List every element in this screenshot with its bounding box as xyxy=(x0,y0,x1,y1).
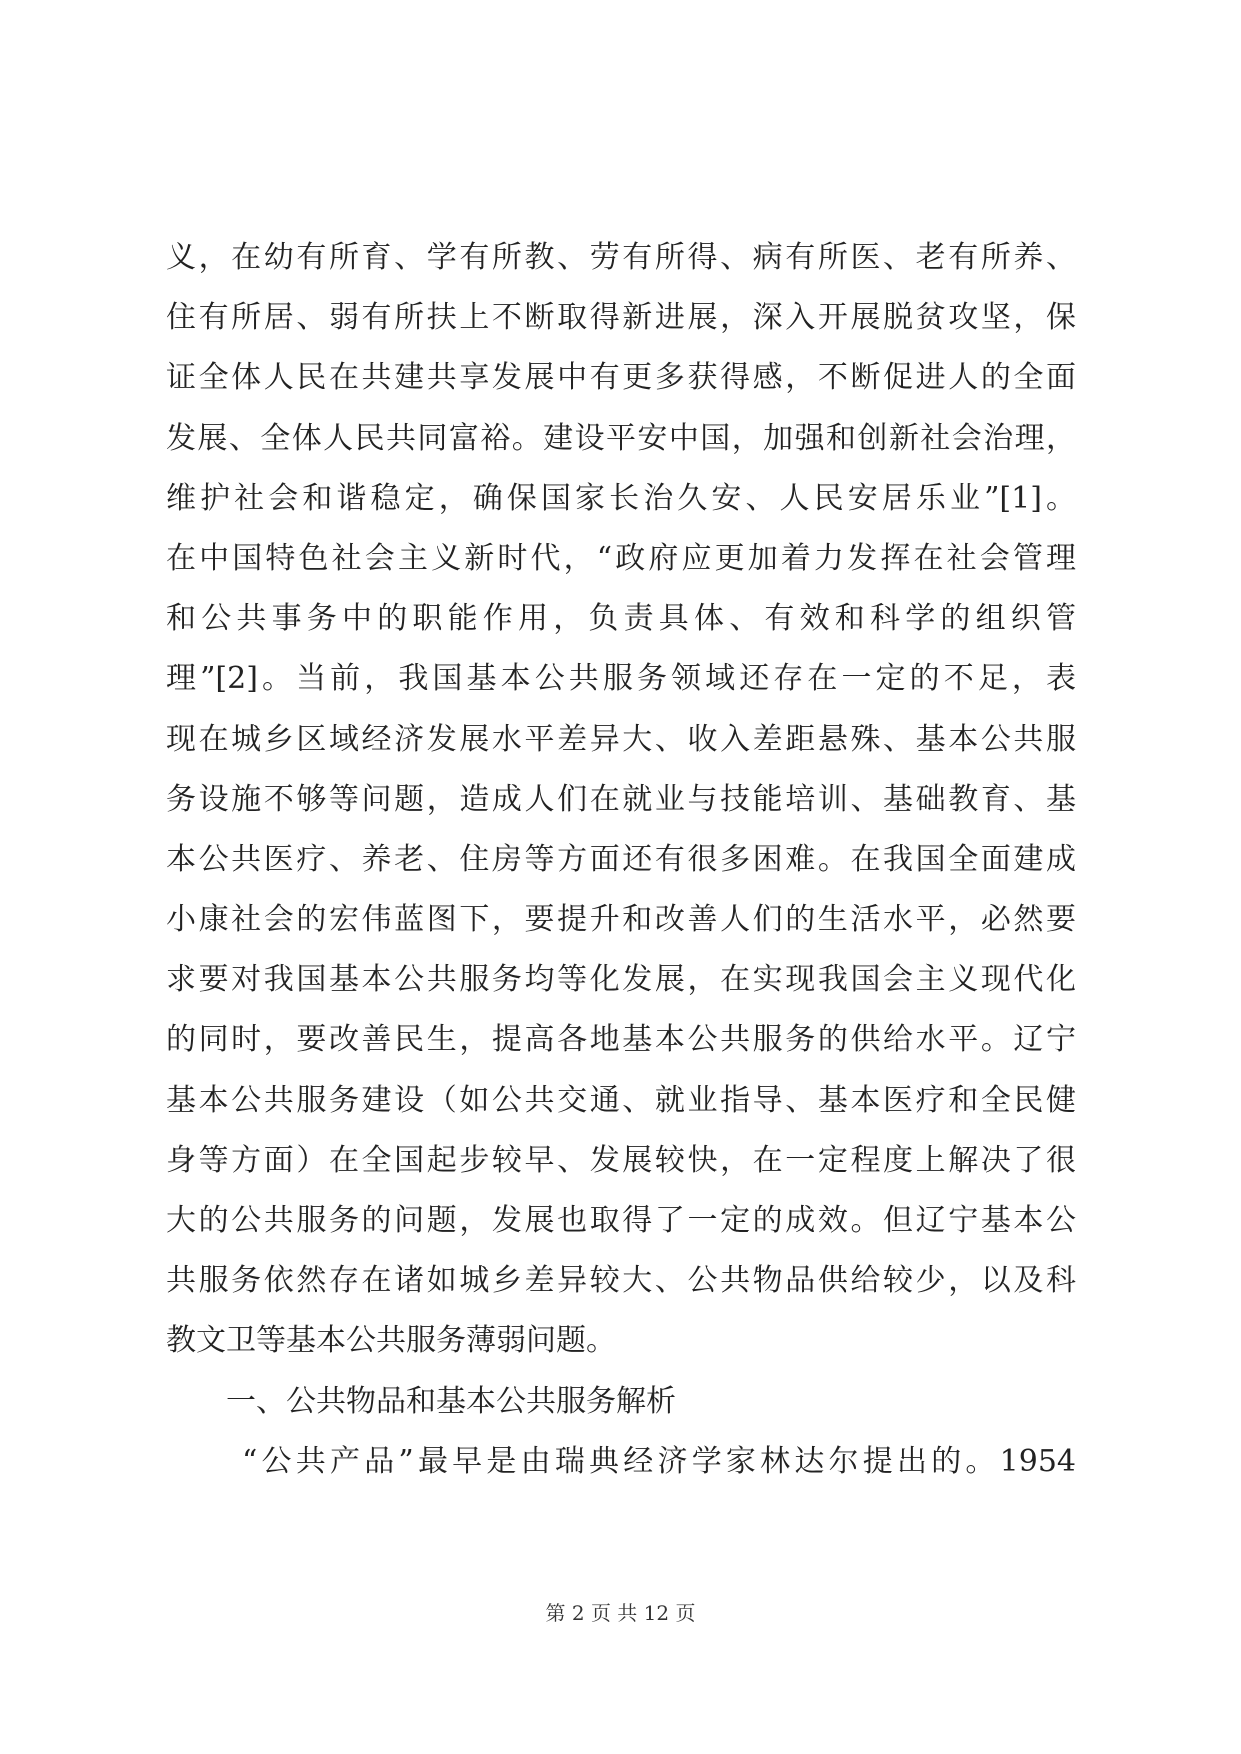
text-line: 基本公共服务建设（如公共交通、就业指导、基本医疗和全民健 xyxy=(166,1082,1076,1118)
page-footer xyxy=(0,1597,1241,1626)
text-line: 发展、全体人民共同富裕。建设平安中国，加强和创新社会治理， xyxy=(166,420,1076,456)
text-line: 维护社会和谐稳定，确保国家长治久安、人民安居乐业”[1]。 xyxy=(166,480,1076,516)
text-line: 大的公共服务的问题，发展也取得了一定的成效。但辽宁基本公 xyxy=(166,1203,1076,1238)
text-line: 现在城乡区域经济发展水平差异大、收入差距悬殊、基本公共服 xyxy=(166,721,1076,757)
text-line: 义，在幼有所育、学有所教、劳有所得、病有所医、老有所养、 xyxy=(166,240,1076,275)
text-line: 教文卫等基本公共服务薄弱问题。 xyxy=(166,1323,616,1359)
section-heading: 一、公共物品和基本公共服务解析 xyxy=(226,1383,676,1419)
text-line: 和公共事务中的职能作用，负责具体、有效和科学的组织管 xyxy=(166,601,1076,637)
page-indicator: 第 2 页 共 12 页 xyxy=(545,1601,696,1625)
text-line: “公共产品”最早是由瑞典经济学家林达尔提出的。1954 xyxy=(242,1443,1076,1479)
text-line: 身等方面）在全国起步较早、发展较快，在一定程度上解决了很 xyxy=(166,1142,1076,1178)
text-line: 的同时，要改善民生，提高各地基本公共服务的供给水平。辽宁 xyxy=(166,1022,1076,1058)
text-line: 务设施不够等问题，造成人们在就业与技能培训、基础教育、基 xyxy=(166,781,1076,817)
text-line: 小康社会的宏伟蓝图下，要提升和改善人们的生活水平，必然要 xyxy=(166,902,1076,938)
text-line: 证全体人民在共建共享发展中有更多获得感，不断促进人的全面 xyxy=(166,360,1076,396)
text-line: 共服务依然存在诸如城乡差异较大、公共物品供给较少，以及科 xyxy=(166,1263,1076,1299)
text-line: 理”[2]。当前，我国基本公共服务领域还存在一定的不足，表 xyxy=(166,661,1076,697)
body-text xyxy=(166,228,1076,1492)
text-line: 本公共医疗、养老、住房等方面还有很多困难。在我国全面建成 xyxy=(166,841,1076,877)
text-line: 求要对我国基本公共服务均等化发展，在实现我国会主义现代化 xyxy=(166,962,1076,998)
text-line: 住有所居、弱有所扶上不断取得新进展，深入开展脱贫攻坚，保 xyxy=(166,300,1076,336)
text-line: 在中国特色社会主义新时代，“政府应更加着力发挥在社会管理 xyxy=(166,540,1076,576)
